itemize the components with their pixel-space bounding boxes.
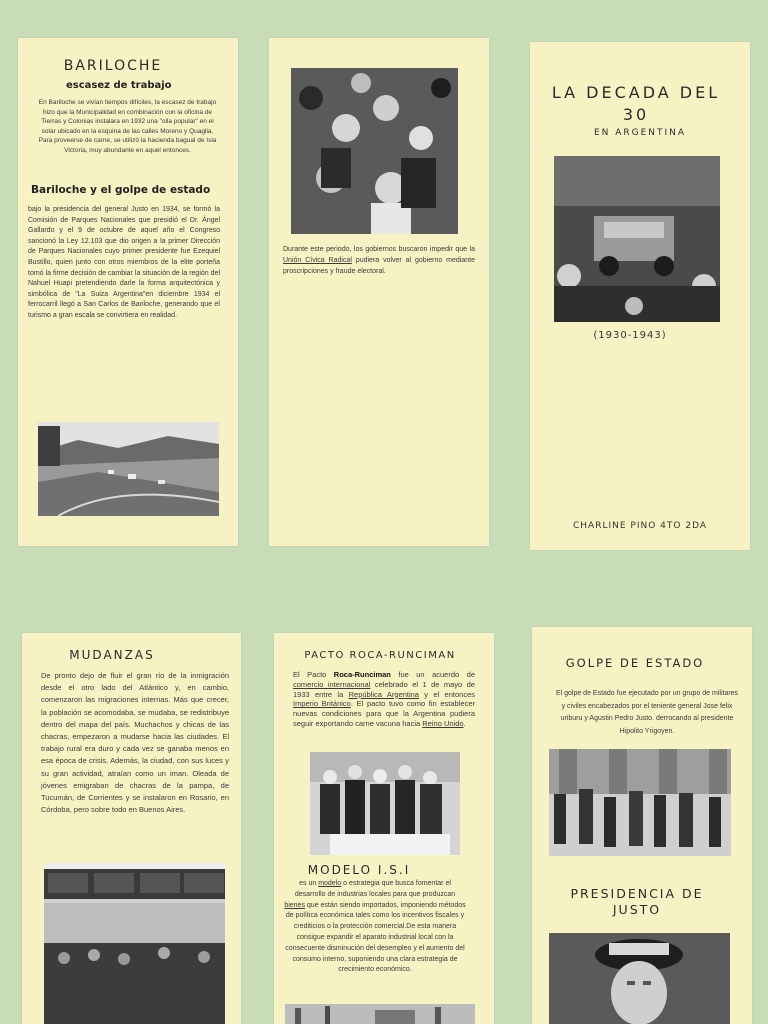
text: celebrado el 1 de mayo de 1933 entre la [293, 679, 475, 699]
panel-bariloche [18, 38, 238, 546]
train-photo [44, 863, 225, 1024]
cover-subtitle: EN ARGENTINA [593, 128, 687, 138]
panel-mudanzas [22, 633, 241, 1024]
section-subtitle: escasez de trabajo [66, 80, 172, 91]
comercio-link[interactable]: comercio internacional [293, 679, 371, 689]
text: es un [299, 880, 319, 887]
panel-pacto [274, 633, 494, 1024]
panel-title: BARILOCHE [63, 58, 163, 74]
paragraph: De pronto dejo de fluir el gran río de la inmigración desde el otro lado del Atlántico y, en cambio, comenzaron las migraciones internas. Más que crecer, la población se acomodaba, se mudaba, se redistribuye dentro del mapa del país. Muchachos y chicas de las chacras, empezaron a mudarse hacia las ciudades. El trabajo rural era duro y cada vez se ganaba menos en esa época de crisis. Además, la ciudad, con sus luces y su gran actividad, atraían como un iman. Oleada de jóvenes emigraban de chacras de la pampa, de Tucumán, de Corrientes y se instalaron en Rosario, en Córdoba, pero sobre todo en Buenos Aires. [41, 671, 229, 815]
landscape-photo [38, 422, 219, 516]
bienes-link[interactable]: bienes [284, 901, 305, 909]
panel-title: GOLPE DE ESTADO [565, 656, 705, 670]
paragraph [293, 670, 475, 729]
paragraph: En Bariloche se vivían tiempos difíciles, la escasez de trabajo hizo que la Municipalidad en combinación con la oficina de Tierras y Colonias instalara en 1932 una "olla popular" en el solar ubicado en la esquina de las calles Moreno y Quaglia. Para proveerse de carne, se utilizó la hacienda bagual de Isla Victoria, muy abundante en aquel entonces. [38, 99, 217, 154]
ucr-link[interactable]: Unión Cívica Radical [283, 257, 352, 264]
text: fue un acuerdo de [390, 670, 475, 679]
cover-title: LA DECADA DEL 30 [551, 83, 721, 124]
pacto-name: Roca-Runciman [333, 670, 391, 679]
crowd-photo [291, 68, 458, 234]
signing-photo [310, 752, 460, 855]
panel-crowd [269, 38, 489, 546]
text: o estrategia que busca fomentar el desarrollo de industrias locales para que produzcan [294, 880, 456, 898]
section-subtitle: Bariloche y el golpe de estado [31, 184, 211, 196]
imperio-link[interactable]: Imperio Británico [293, 699, 351, 709]
text: que están siendo importados, imponiendo métodos de política económica tales como los incentivos fiscales y crediticios o la protección comercial.De esta manera consigue expandir el aparato industrial local con la consecuente disminución del desempleo y el aumento del consumo interno, suponiendo una clara estrategia de crecimiento económico. [285, 901, 466, 974]
panel-title: MUDANZAS [69, 648, 155, 662]
text: . [463, 718, 466, 728]
section-title: PRESIDENCIA DE JUSTO [570, 886, 704, 917]
paragraph [284, 879, 466, 976]
text: Durante este periodo, los gobiernos buscaron impedir que la [283, 246, 475, 253]
author-label: CHARLINE PINO 4TO 2DA [573, 521, 707, 531]
coup-photo [549, 749, 731, 856]
reino-unido-link[interactable]: Reino Unido [422, 718, 464, 728]
text: y el entonces [418, 689, 475, 699]
text: El Pacto [293, 670, 334, 679]
crowd-car-photo [554, 156, 720, 322]
panel-title: PACTO ROCA-RUNCIMAN [304, 650, 456, 661]
paragraph: El golpe de Estado fue ejecutado por un grupo de militares y civiles encabezados por el teniente general Jose felix uriburu y Agustin Pedro Justo. derrocando al presidente Hipolito Yrigoyen. [555, 690, 739, 735]
factory-photo [285, 1004, 475, 1024]
years-label: (1930-1943) [593, 330, 667, 341]
paragraph: bajo la presidencia del general Justo en 1934, se formó la Comisión de Parques Nacionales que presidió el Dr. Ángel Gallardo y el 9 de octubre de aquel año el Congreso sancionó la Ley 12.103 que dio origen a la primer Dirección de Parques Nacionales cuyo primer presidente fue Ezequiel Bustillo, quien junto con otros miembros de la elite porteña tomó la firme decisión de cambiar la situación de la región del Nahuel Huapi pretendiendo darle la forma arquitectónica y simbólica de "La Suiza Argentina"en diciembre 1934 el ferrocarril llegó a San Carlos de Bariloche, generando que el turismo a gran escala se convirtiera en realidad. [28, 206, 220, 319]
paragraph [283, 244, 475, 277]
argentina-link[interactable]: República Argentina [348, 689, 419, 699]
justo-portrait [549, 933, 730, 1024]
text: pudiera volver al gobierno mediante proscripciones y fraude electoral. [283, 257, 475, 275]
panel-golpe [532, 627, 752, 1024]
modelo-link[interactable]: modelo [318, 880, 342, 887]
panel-cover [530, 42, 750, 550]
text: . El pacto tuvo como fin establecer nuevas condiciones para que la Argentina pudiera seguir exportando carne vacuna hacia [293, 699, 475, 728]
section-title: MODELO I.S.I [307, 863, 411, 877]
